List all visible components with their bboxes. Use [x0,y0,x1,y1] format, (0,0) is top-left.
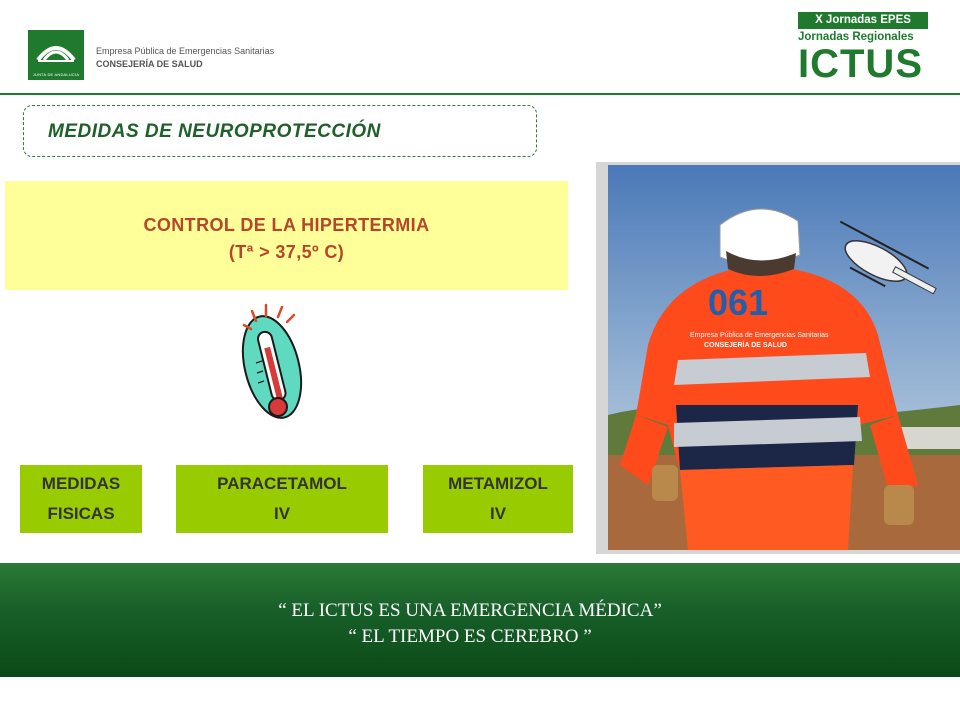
measure-label: MEDIDAS [41,474,121,493]
banner-notch [0,556,580,563]
slide-title-box [23,105,537,157]
event-brand [798,12,928,86]
arch-emblem-icon [28,30,84,74]
measure-label: METAMIZOL [448,474,548,493]
banner-quote-2: “ EL TIEMPO ES CEREBRO ” [348,626,592,647]
measure-sublabel: IV [489,504,507,523]
hyperthermia-box [5,181,568,290]
hyperthermia-threshold: (Tª > 37,5º C) [228,242,345,262]
measure-metamizol [423,465,573,533]
measure-label: PARACETAMOL [217,474,347,493]
brand-subtitle: Jornadas Regionales [798,31,914,43]
banner-quote-1: “ EL ICTUS ES UNA EMERGENCIA MÉDICA” [278,600,662,621]
vest-text-line-1: Empresa Pública de Emergencias Sanitarias [690,332,829,339]
hyperthermia-heading: CONTROL DE LA HIPERTERMIA [143,215,430,235]
measure-sublabel: FISICAS [47,504,115,523]
emergency-worker-photo [608,165,960,550]
header-divider [0,93,960,95]
slide-title: MEDIDAS DE NEUROPROTECCIÓN [48,121,381,142]
logo-caption: JUNTA DE ANDALUCIA [32,72,80,77]
quote-banner [0,563,960,677]
org-line-2: CONSEJERÍA DE SALUD [96,59,203,69]
junta-andalucia-logo [28,30,84,80]
brand-edition: X Jornadas EPES [798,12,928,29]
thermometer-icon [238,303,306,427]
brand-title: ICTUS [798,42,923,86]
measure-physical [20,465,142,533]
measure-paracetamol [176,465,388,533]
photo-frame [596,162,960,554]
measure-sublabel: IV [273,504,291,523]
organization-name [96,45,274,71]
org-line-1: Empresa Pública de Emergencias Sanitarias [96,46,275,56]
vest-text-line-2: CONSEJERÍA DE SALUD [704,342,787,349]
vest-logo: 061 [708,282,769,323]
